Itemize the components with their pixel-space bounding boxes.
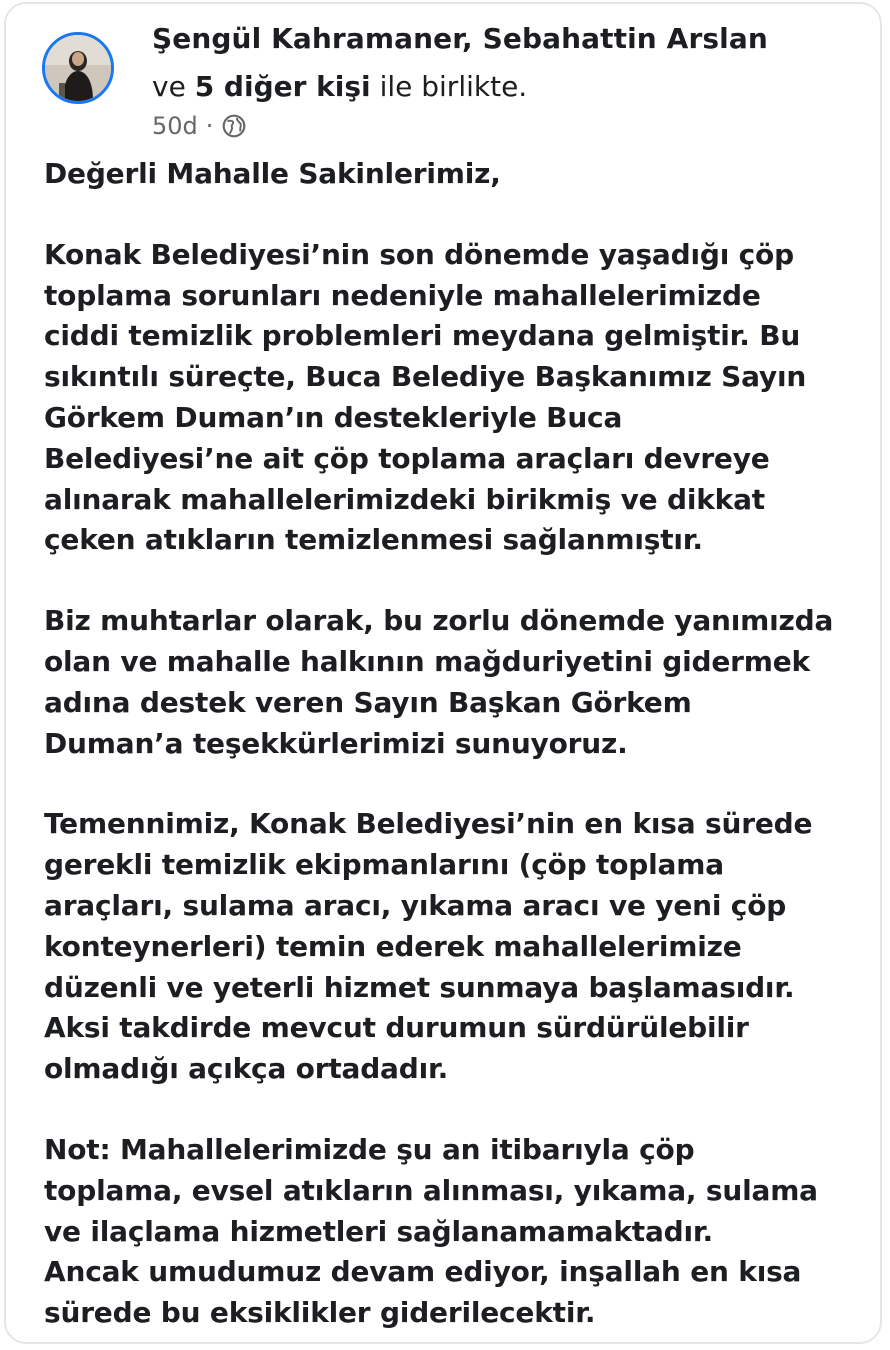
with-prefix: ve (152, 70, 186, 103)
text-line: Duman’a teşekkürlerimizi sunuyoruz. (44, 726, 628, 760)
text-line: gerekli temizlik ekipmanlarını (çöp toplama (44, 848, 724, 882)
text-line: ve ilaçlama hizmetleri sağlanamamaktadır. (44, 1214, 713, 1248)
text-line: Değerli Mahalle Sakinlerimiz, (44, 157, 501, 190)
text-line: çeken atıkların temizlenmesi sağlanmıştır. (44, 523, 703, 557)
text-line: Ancak umudumuz devam ediyor, inşallah en kısa (44, 1255, 802, 1289)
globe-icon[interactable] (221, 113, 247, 139)
text-line: sıkıntılı süreçte, Buca Belediye Başkanımız Sayın (44, 360, 807, 394)
meta-separator: · (205, 112, 214, 140)
text-line: Görkem Duman’ın destekleriyle Buca (44, 400, 623, 434)
post-card (4, 2, 882, 1344)
text-line: olmadığı açıkça ortadadır. (44, 1052, 449, 1086)
paragraph-2 (44, 601, 884, 764)
profile-avatar[interactable] (42, 32, 114, 104)
post-authors[interactable]: Şengül Kahramaner, Sebahattin Arslan (152, 22, 768, 55)
paragraph-1 (44, 235, 884, 561)
post-text (44, 154, 884, 1350)
text-line: Konak Belediyesi’nin son dönemde yaşadığı çöp (44, 237, 794, 271)
text-line: Not: Mahallelerimizde şu an itibarıyla çöp (44, 1132, 695, 1166)
text-line: Belediyesi’ne ait çöp toplama araçları devreye (44, 441, 770, 475)
paragraph-4-note (44, 1130, 884, 1334)
avatar-photo (45, 35, 111, 101)
others-count-link[interactable]: 5 diğer kişi (194, 70, 371, 103)
post-meta (152, 108, 247, 144)
text-line: konteynerleri) temin ederek mahallelerimize (44, 929, 742, 963)
text-line: Temennimiz, Konak Belediyesi’nin en kısa sürede (44, 807, 813, 841)
paragraph-3 (44, 804, 884, 1090)
post-timestamp[interactable]: 50d (152, 112, 198, 140)
text-line: alınarak mahallelerimizdeki birikmiş ve dikkat (44, 482, 765, 516)
text-line: araçları, sulama aracı, yıkama aracı ve yeni çöp (44, 888, 787, 922)
greeting-paragraph (44, 154, 884, 195)
text-line: adına destek veren Sayın Başkan Görkem (44, 685, 692, 719)
with-suffix: ile birlikte. (379, 70, 528, 103)
text-line: sürede bu eksiklikler giderilecektir. (44, 1296, 596, 1330)
text-line: ciddi temizlik problemleri meydana gelmiştir. Bu (44, 319, 801, 353)
text-line: düzenli ve yeterli hizmet sunmaya başlamasıdır. (44, 970, 795, 1004)
text-line: toplama sorunları nedeniyle mahallelerimizde (44, 278, 761, 312)
tagged-people-line (152, 66, 872, 108)
text-line: Biz muhtarlar olarak, bu zorlu dönemde yanımızda (44, 604, 834, 638)
text-line: toplama, evsel atıkların alınması, yıkama, sulama (44, 1173, 818, 1207)
text-line: Aksi takdirde mevcut durumun sürdürülebilir (44, 1011, 749, 1045)
text-line: olan ve mahalle halkının mağduriyetini gidermek (44, 644, 810, 678)
